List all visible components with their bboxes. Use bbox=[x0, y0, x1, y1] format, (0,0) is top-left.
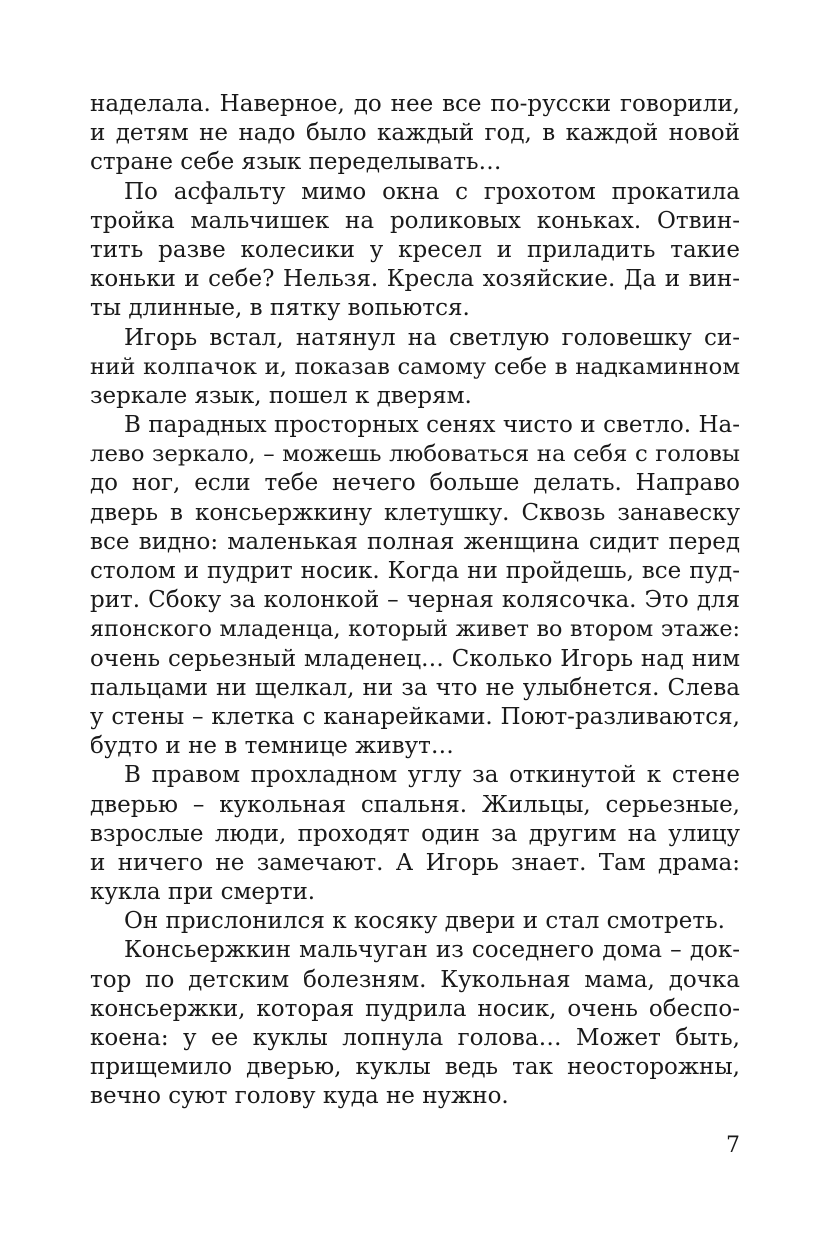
text-line: очень серьезный младенец… Сколько Игорь над ним bbox=[90, 645, 740, 672]
text-line: стране себе язык переделывать… bbox=[90, 149, 502, 176]
text-line: будто и не в темнице живут… bbox=[90, 733, 454, 760]
text-line: консьержки, которая пудрила носик, очень обеспо- bbox=[90, 995, 740, 1022]
text-line: Игорь встал, натянул на светлую головешку си- bbox=[124, 324, 740, 351]
page-number: 7 bbox=[726, 1133, 740, 1158]
text-line: По асфальту мимо окна с грохотом прокатила bbox=[124, 178, 740, 205]
text-line: взрослые люди, проходят один за другим на улицу bbox=[90, 820, 740, 847]
text-line: В парадных просторных сенях чисто и светло. На- bbox=[124, 412, 740, 439]
text-line: дверью – кукольная спальня. Жильцы, серьезные, bbox=[90, 791, 740, 818]
text-line: ты длинные, в пятку вопьются. bbox=[90, 295, 470, 322]
text-line: рит. Сбоку за колонкой – черная колясочка. Это для bbox=[90, 587, 740, 614]
text-line: В правом прохладном углу за откинутой к стене bbox=[124, 762, 740, 789]
text-line: все видно: маленькая полная женщина сидит перед bbox=[90, 528, 740, 555]
text-line: вечно суют голову куда не нужно. bbox=[90, 1083, 509, 1110]
text-line: лево зеркало, – можешь любоваться на себя с головы bbox=[90, 441, 740, 468]
text-line: тить разве колесики у кресел и приладить такие bbox=[90, 236, 740, 263]
text-line: наделала. Наверное, до нее все по-русски говорили, bbox=[90, 91, 740, 117]
text-line: тройка мальчишек на роликовых коньках. Отвин- bbox=[90, 207, 740, 234]
text-line: прищемило дверью, куклы ведь так неосторожны, bbox=[90, 1054, 740, 1081]
text-line: зеркале язык, пошел к дверям. bbox=[90, 382, 472, 409]
text-line: и детям не надо было каждый год, в каждой новой bbox=[90, 120, 740, 147]
text-line: ний колпачок и, показав самому себе в надкаминном bbox=[90, 353, 740, 380]
text-line: Он прислонился к косяку двери и стал смотреть. bbox=[124, 908, 725, 935]
text-line: кукла при смерти. bbox=[90, 879, 316, 906]
text-line: столом и пудрит носик. Когда ни пройдешь, все пуд- bbox=[90, 558, 740, 584]
text-line: у стены – клетка с канарейками. Поют-разливаются, bbox=[90, 703, 740, 730]
text-line: до ног, если тебе нечего больше делать. Направо bbox=[90, 470, 740, 497]
text-line: пальцами ни щелкал, ни за что не улыбнется. Слева bbox=[90, 674, 740, 701]
text-line: коньки и себе? Нельзя. Кресла хозяйские. Да и вин- bbox=[90, 266, 740, 293]
text-line: коена: у ее куклы лопнула голова… Может быть, bbox=[90, 1025, 740, 1051]
text-line: и ничего не замечают. А Игорь знает. Там драма: bbox=[90, 849, 740, 876]
text-line: Консьержкин мальчуган из соседнего дома – док- bbox=[124, 937, 740, 964]
text-line: дверь в консьержкину клетушку. Сквозь занавеску bbox=[90, 499, 740, 526]
text-line: японского младенца, который живет во втором этаже: bbox=[90, 616, 740, 643]
body-text bbox=[90, 90, 740, 1112]
text-line: тор по детским болезням. Кукольная мама, дочка bbox=[90, 966, 740, 993]
